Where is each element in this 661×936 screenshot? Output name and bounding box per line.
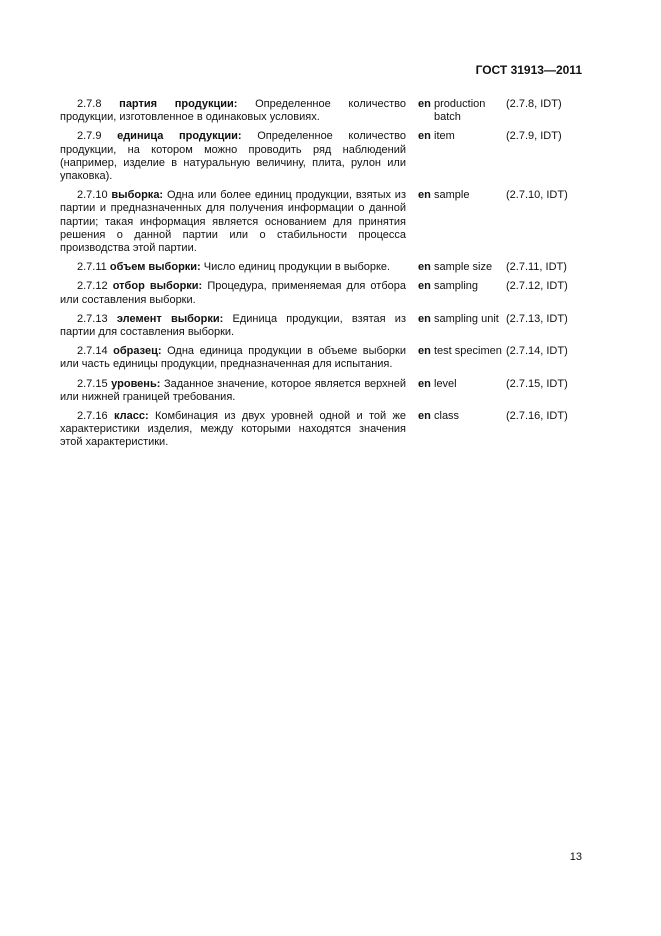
source-reference: (2.7.10, IDT): [506, 189, 568, 202]
term-entry: [60, 189, 586, 255]
english-equivalent: [418, 189, 506, 255]
term-entry: [60, 280, 586, 306]
term-entry: [60, 98, 586, 124]
english-term: sampling: [434, 280, 479, 293]
language-tag: en: [418, 410, 431, 423]
term-definition: [60, 313, 406, 339]
term-name: уровень:: [111, 377, 161, 390]
english-equivalent: [418, 280, 506, 306]
term-name: образец:: [113, 345, 162, 358]
term-text: Число единиц продукции в выборке.: [203, 261, 391, 274]
term-name: класс:: [113, 410, 149, 423]
term-definition: [60, 345, 406, 371]
language-tag: en: [418, 189, 431, 202]
term-name: партия продукции:: [119, 98, 238, 110]
term-name: единица продукции:: [117, 130, 242, 143]
term-definition: [60, 98, 406, 124]
english-term: sample: [434, 189, 470, 202]
term-definition: [60, 280, 406, 306]
page-number: 13: [569, 851, 582, 863]
term-entry: [60, 345, 586, 371]
term-text: Определенное количество продукции, изготовленное в одинаковых условиях.: [60, 98, 406, 124]
english-term: sample size: [434, 261, 493, 274]
source-reference: (2.7.14, IDT): [506, 345, 568, 358]
source-reference: (2.7.12, IDT): [506, 280, 568, 293]
term-text: Определенное количество продукции, на котором можно проводить ряд наблюдений (например, изделие в натуральную величину, плита, рулон или упаковка).: [60, 130, 406, 183]
english-equivalent: [418, 313, 506, 339]
term-definition: [60, 189, 406, 255]
language-tag: en: [418, 280, 431, 293]
term-number: 2.7.8: [77, 98, 102, 110]
english-equivalent: [418, 261, 506, 274]
term-name: отбор выборки:: [112, 280, 203, 293]
term-entry: [60, 130, 586, 183]
language-tag: en: [418, 261, 431, 274]
term-text: Единица продукции, взятая из партии для составления выборки.: [60, 312, 406, 339]
english-equivalent: [418, 345, 506, 371]
term-entry: [60, 410, 586, 450]
english-equivalent: [418, 378, 506, 404]
english-term: level: [434, 377, 457, 390]
term-entry: [60, 261, 586, 274]
term-definition: [60, 378, 406, 404]
english-equivalent: [418, 98, 506, 124]
term-definition: [60, 410, 406, 450]
term-text: Процедура, применяемая для отбора или составления выборки.: [60, 280, 407, 306]
source-reference: (2.7.16, IDT): [506, 410, 568, 423]
english-term: item: [434, 130, 455, 143]
term-number: 2.7.14: [77, 345, 108, 358]
term-name: элемент выборки:: [116, 312, 224, 325]
term-number: 2.7.10: [77, 189, 108, 202]
term-entry: [60, 313, 586, 339]
document-header: ГОСТ 31913—2011: [475, 63, 582, 77]
source-reference: (2.7.15, IDT): [506, 377, 568, 390]
term-number: 2.7.15: [77, 377, 108, 390]
source-reference: (2.7.11, IDT): [506, 261, 567, 274]
english-term: production batch: [434, 98, 486, 124]
english-equivalent: [418, 130, 506, 183]
language-tag: en: [418, 130, 431, 143]
term-text: Одна или более единиц продукции, взятых из партии и предназначенных для получения информации о данной партии; такая информация является основанием для принятия решения о данной партии или о стабильности процесса производства этой партии.: [60, 189, 406, 255]
term-text: Одна единица продукции в объеме выборки или часть единицы продукции, предназначенная для испытания.: [60, 345, 407, 371]
terms-list: [60, 98, 586, 456]
term-definition: [60, 261, 406, 274]
source-reference: (2.7.8, IDT): [506, 98, 562, 110]
language-tag: en: [418, 345, 431, 358]
term-name: выборка:: [111, 189, 164, 202]
term-number: 2.7.12: [77, 280, 108, 293]
term-name: объем выборки:: [109, 261, 201, 274]
term-text: Заданное значение, которое является верхней или нижней границей требования.: [60, 377, 406, 403]
english-term: test specimen: [434, 345, 502, 358]
term-number: 2.7.13: [77, 312, 108, 325]
english-term: sampling unit: [434, 312, 499, 325]
term-entry: [60, 378, 586, 404]
source-reference: (2.7.13, IDT): [506, 312, 568, 325]
language-tag: en: [418, 312, 431, 325]
term-number: 2.7.9: [77, 130, 102, 143]
source-reference: (2.7.9, IDT): [506, 130, 562, 143]
language-tag: en: [418, 377, 431, 390]
term-definition: [60, 130, 406, 183]
term-text: Комбинация из двух уровней одной и той же характеристики изделия, между которыми находятся значения этой характеристики.: [60, 410, 407, 449]
english-equivalent: [418, 410, 506, 450]
language-tag: en: [418, 98, 431, 110]
term-number: 2.7.16: [77, 410, 108, 423]
english-term: class: [434, 410, 460, 423]
term-number: 2.7.11: [77, 261, 107, 274]
